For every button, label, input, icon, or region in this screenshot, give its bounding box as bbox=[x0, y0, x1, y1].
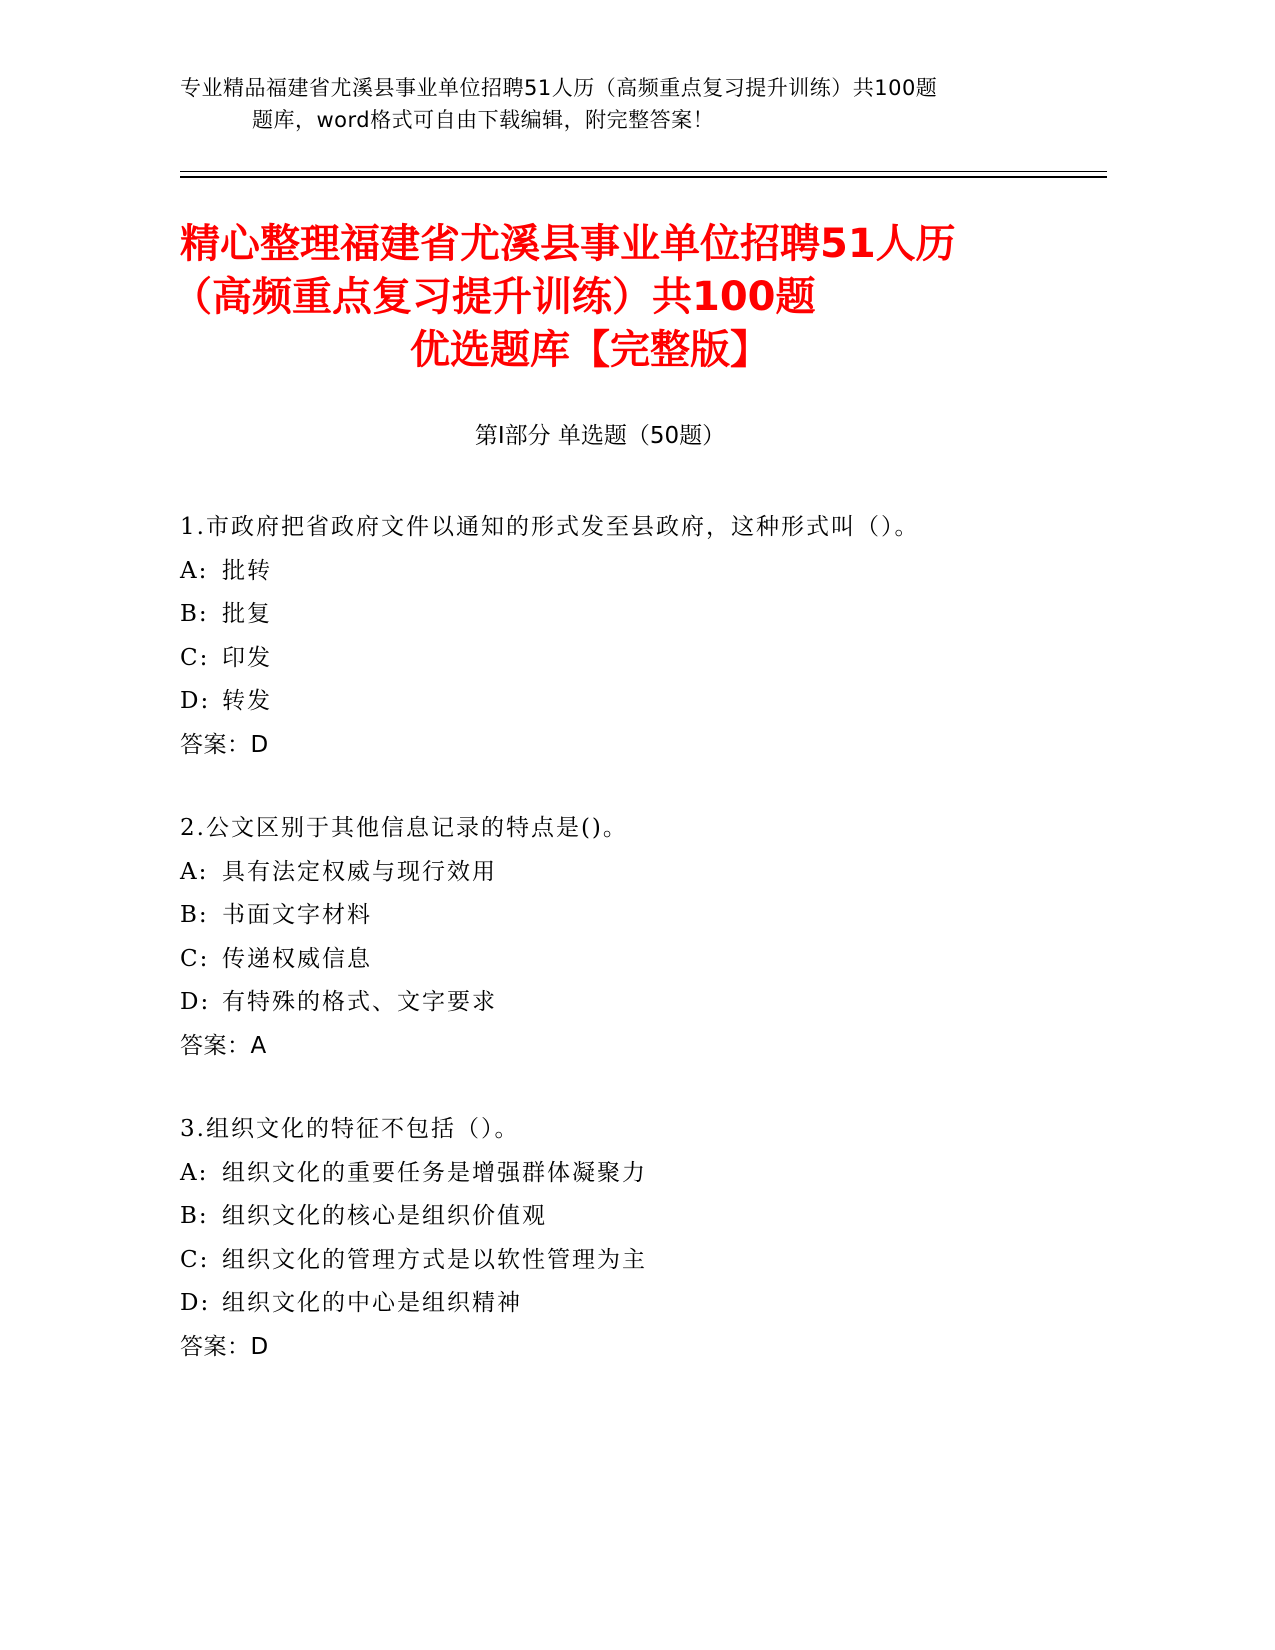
header-rule-thin bbox=[180, 171, 1107, 172]
option-c bbox=[180, 938, 1080, 982]
title-line-1: 精心整理福建省尤溪县事业单位招聘51人历 bbox=[180, 221, 956, 267]
option-label: C: bbox=[180, 1246, 210, 1273]
option-d bbox=[180, 1282, 1080, 1326]
answer: 答案：A bbox=[180, 1032, 267, 1059]
option-label: B: bbox=[180, 902, 209, 928]
option-text: 具有法定权威与现行效用 bbox=[222, 858, 497, 885]
document-title bbox=[172, 218, 1080, 377]
option-c bbox=[180, 1239, 1080, 1283]
option-text: 转发 bbox=[222, 688, 272, 714]
option-text: 组织文化的重要任务是增强群体凝聚力 bbox=[222, 1159, 647, 1186]
header-line-1: 专业精品福建省尤溪县事业单位招聘51人历（高频重点复习提升训练）共100题 bbox=[180, 76, 938, 100]
option-text: 组织文化的管理方式是以软性管理为主 bbox=[222, 1246, 647, 1273]
option-c bbox=[180, 637, 1080, 681]
title-line-2: （高频重点复习提升训练）共100题 bbox=[172, 274, 816, 320]
option-label: A: bbox=[180, 557, 209, 584]
question-1 bbox=[180, 506, 1080, 767]
question-stem: 1.市政府把省政府文件以通知的形式发至县政府，这种形式叫（）。 bbox=[180, 514, 920, 540]
option-a bbox=[180, 851, 1080, 895]
option-label: B: bbox=[180, 601, 209, 627]
question-list bbox=[180, 506, 1080, 1409]
option-text: 有特殊的格式、文字要求 bbox=[222, 989, 497, 1015]
option-label: A: bbox=[180, 1159, 209, 1186]
option-a bbox=[180, 550, 1080, 594]
option-b bbox=[180, 1195, 1080, 1239]
question-stem: 3.组织文化的特征不包括（）。 bbox=[180, 1116, 520, 1142]
section-heading: 第Ⅰ部分 单选题（50题） bbox=[474, 423, 726, 449]
option-text: 批转 bbox=[222, 557, 272, 584]
answer: 答案：D bbox=[180, 1333, 269, 1360]
option-d bbox=[180, 680, 1080, 724]
option-text: 印发 bbox=[222, 644, 272, 671]
option-b bbox=[180, 593, 1080, 637]
option-b bbox=[180, 894, 1080, 938]
option-label: D: bbox=[180, 688, 211, 714]
option-a bbox=[180, 1152, 1080, 1196]
option-text: 传递权威信息 bbox=[222, 945, 372, 972]
option-label: D: bbox=[180, 989, 211, 1015]
option-text: 组织文化的核心是组织价值观 bbox=[222, 1203, 547, 1229]
option-text: 书面文字材料 bbox=[222, 902, 372, 928]
option-label: A: bbox=[180, 858, 209, 885]
question-stem: 2.公文区别于其他信息记录的特点是()。 bbox=[180, 815, 628, 841]
header-line-2: 题库，word格式可自由下载编辑，附完整答案！ bbox=[252, 108, 715, 132]
answer: 答案：D bbox=[180, 731, 269, 758]
header-rule-thick bbox=[180, 176, 1107, 178]
title-line-3: 优选题库【完整版】 bbox=[410, 327, 770, 373]
option-label: D: bbox=[180, 1290, 211, 1316]
option-label: C: bbox=[180, 945, 210, 972]
option-label: B: bbox=[180, 1203, 209, 1229]
option-text: 批复 bbox=[222, 601, 272, 627]
option-text: 组织文化的中心是组织精神 bbox=[222, 1290, 522, 1316]
question-3 bbox=[180, 1108, 1080, 1369]
question-2 bbox=[180, 807, 1080, 1068]
page-header bbox=[180, 72, 1060, 136]
option-d bbox=[180, 981, 1080, 1025]
option-label: C: bbox=[180, 644, 210, 671]
